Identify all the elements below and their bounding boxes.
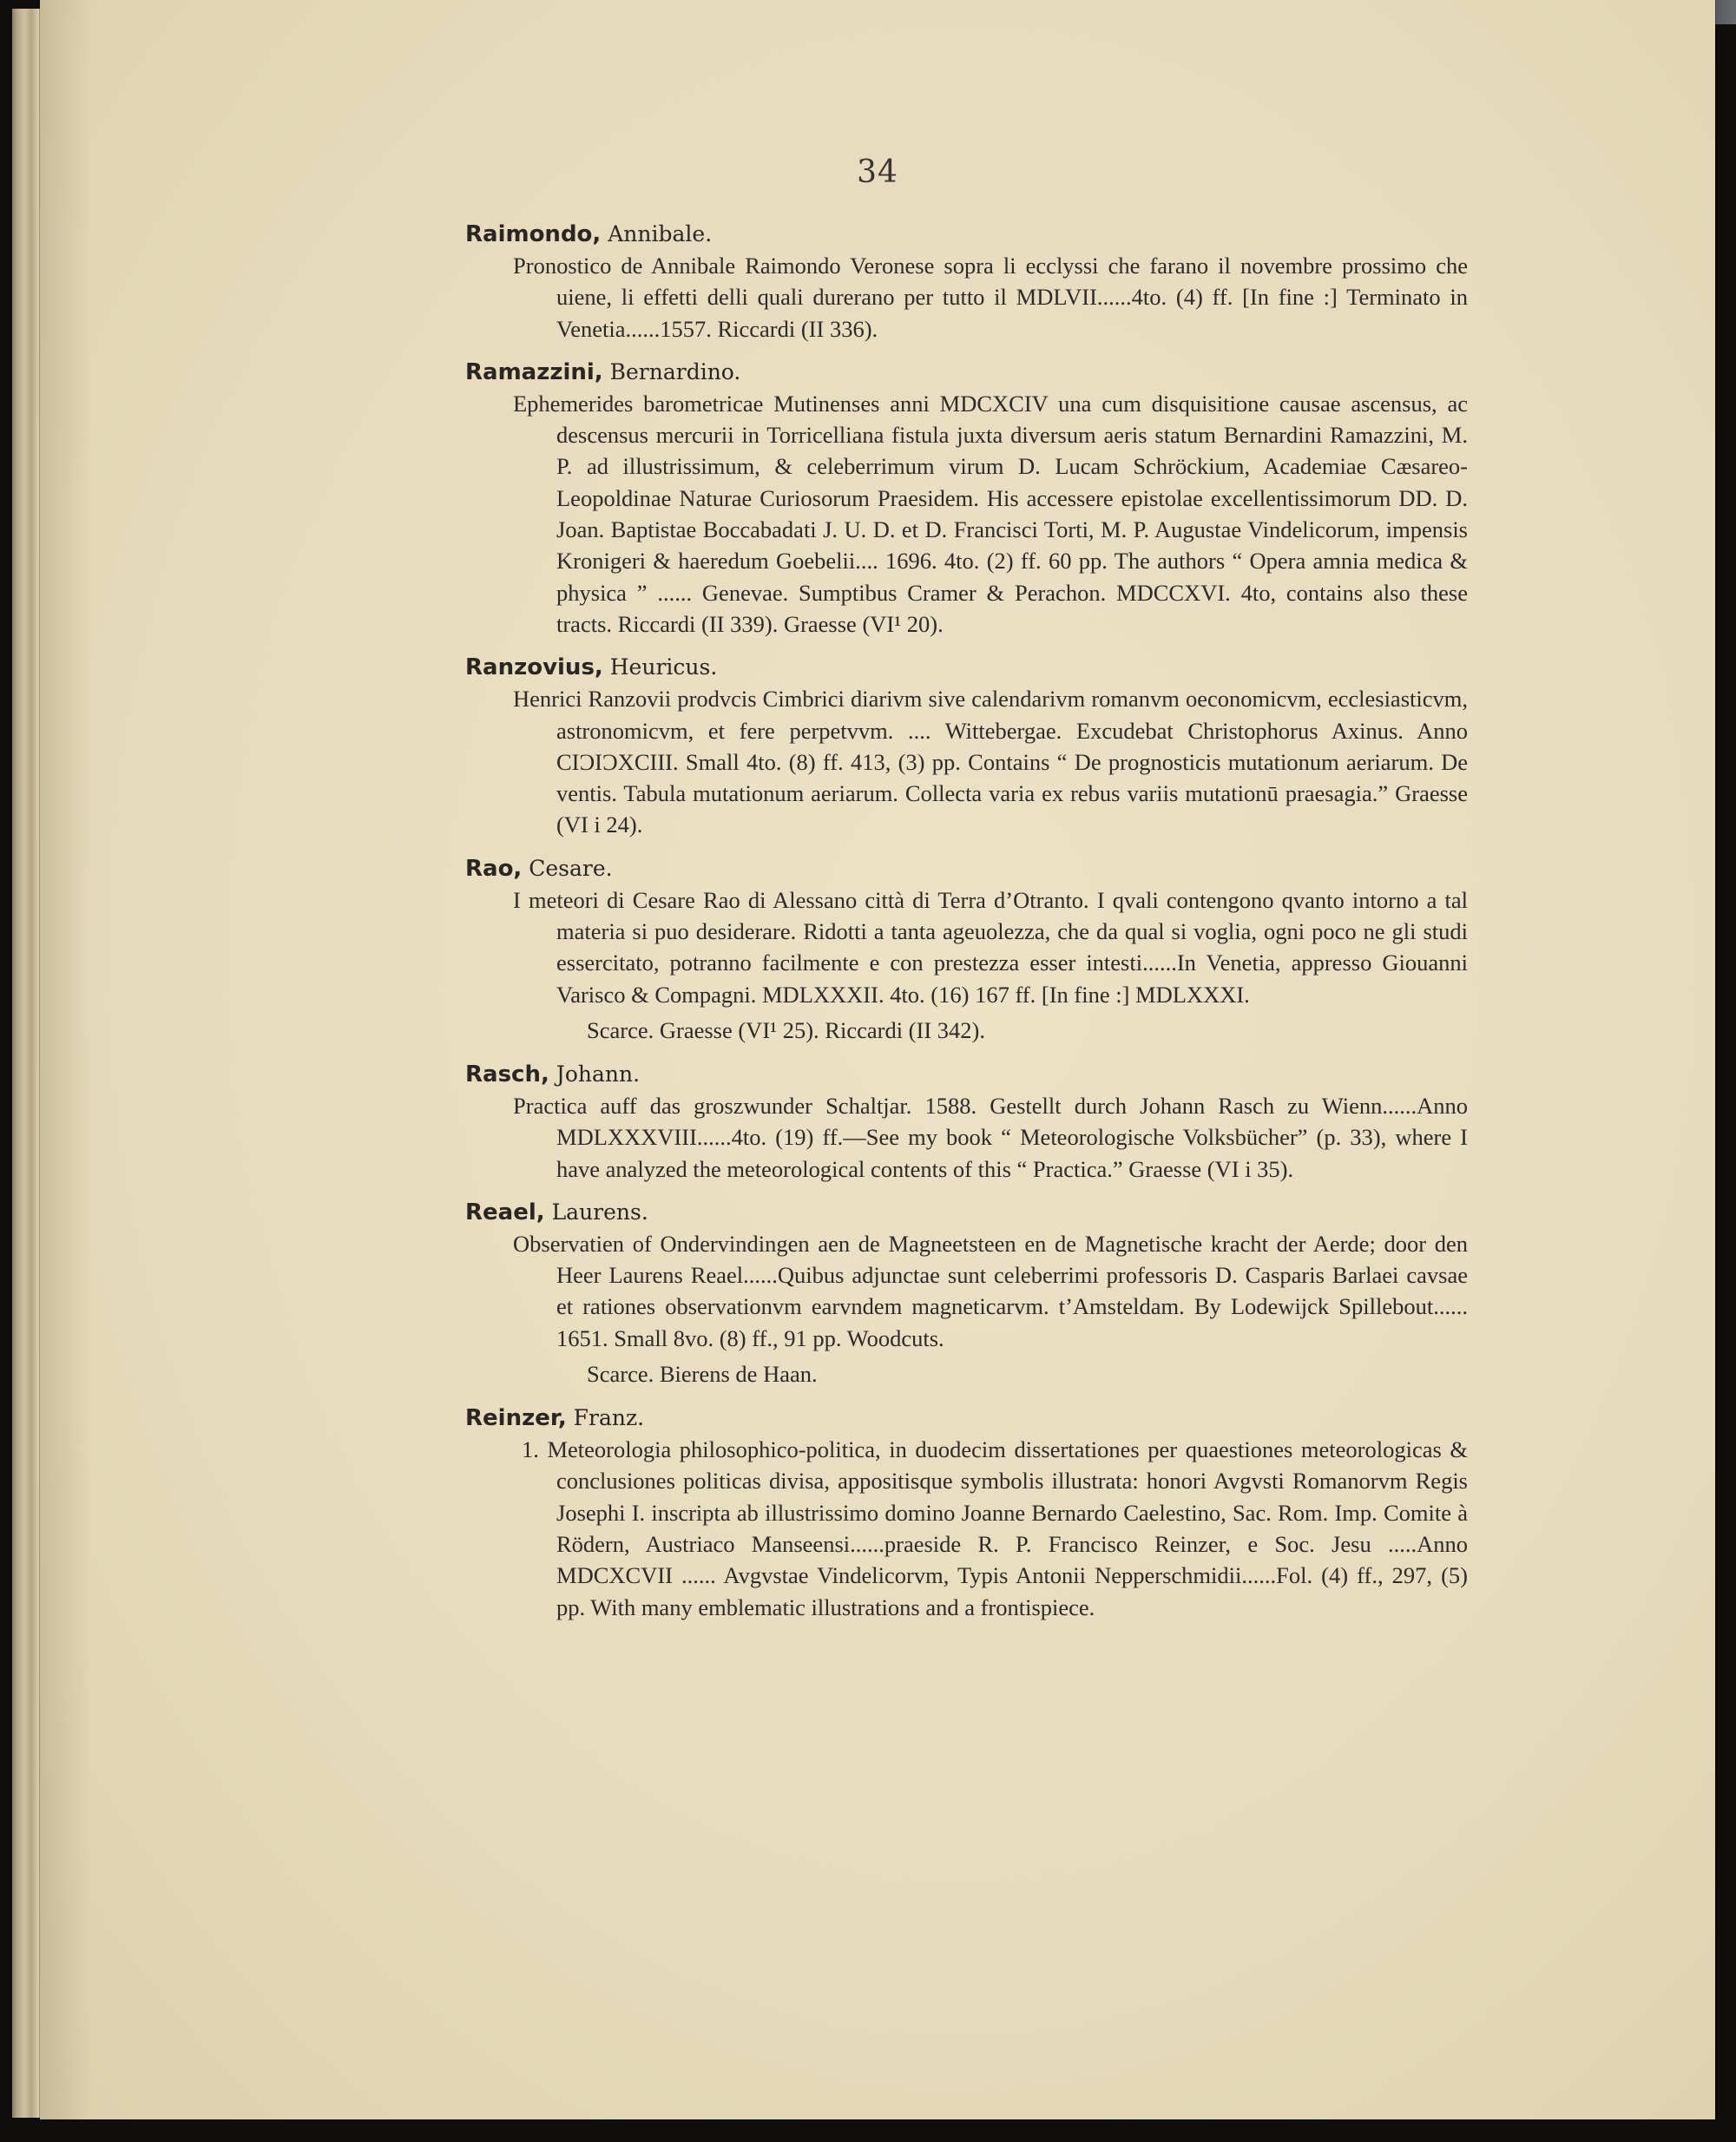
- entry-surname: Rao,: [465, 855, 523, 882]
- entry-note: Scarce. Graesse (VI¹ 25). Riccardi (II 342).: [587, 1016, 985, 1043]
- entry-surname: Ranzovius,: [465, 654, 603, 681]
- entry-heading: [465, 1197, 1468, 1228]
- entry-description: Ephemerides barometricae Mutinenses anni MDCXCIV una cum disquisitione causae ascensus, ac descensus mercurii in Torricelliana fistula juxta diversum aeris statum Bernardini Ramazzini, M. P. ad illustrissimum, & celeberrimum virum D. Lucam Schröckium, Academiae Cæsareo-Leopoldinae Naturae Curiosorum Praesidem. His accessere epistolae excellentissimorum DD. D. Joan. Baptistae Boccabadati J. U. D. et D. Francisci Torti, M. P. Augustae Vindelicorum, impensis Kronigeri & haeredum Goebelii.... 1696. 4to. (2) ff. 60 pp. The authors “ Opera amnia medica & physica ” ...... Genevae. Sumptibus Cramer & Perachon. MDCCXVI. 4to, contains also these tracts. Riccardi (II 339). Graesse (VI¹ 20).: [513, 390, 1468, 637]
- entry-surname: Raimondo,: [465, 221, 602, 247]
- entry-heading: [465, 853, 1468, 884]
- entry-description: Practica auff das groszwunder Schaltjar. 1588. Gestellt durch Johann Rasch zu Wienn......Anno MDLXXXVIII......4to. (19) ff.—See my book “ Meteorologische Volksbücher” (p. 33), where I have analyzed the meteorological contents of this “ Practica.” Graesse (VI i 35).: [513, 1092, 1468, 1182]
- entry-heading: [465, 1059, 1468, 1090]
- entry-given-name: Johann.: [549, 1061, 641, 1087]
- entry-heading: [465, 357, 1468, 388]
- page-content: [40, 0, 1715, 2119]
- book-page: [40, 0, 1715, 2119]
- entry-surname: Rasch,: [465, 1061, 549, 1087]
- entry-reael: [465, 1197, 1468, 1390]
- entry-given-name: Franz.: [566, 1405, 645, 1431]
- entry-heading: [465, 1403, 1468, 1434]
- entry-surname: Reael,: [465, 1199, 545, 1225]
- entry-given-name: Laurens.: [544, 1199, 648, 1225]
- entry-ramazzini: [465, 357, 1468, 640]
- entry-rao: [465, 853, 1468, 1047]
- entry-reinzer: [465, 1403, 1468, 1623]
- page-number: 34: [857, 154, 898, 190]
- entry-description: Pronostico de Annibale Raimondo Veronese sopra li ecclyssi che farano il novembre prossimo che uiene, li effetti delli quali durerano per tutto il MDLVII......4to. (4) ff. [In fine :] Terminato in Venetia......1557. Riccardi (II 336).: [513, 253, 1468, 342]
- entry-ranzovius: [465, 652, 1468, 840]
- entry-given-name: Bernardino.: [602, 358, 741, 384]
- entry-description: 1. Meteorologia philosophico-politica, in duodecim dissertationes per quaestiones meteorologicas & conclusiones politicas divisa, appositisque symbolis illustrata: honori Avgvsti Romanorvm Regis Josephi I. inscripta ab illustrissimo domino Joanne Bernardo Caelestino, Sac. Rom. Imp. Comite à Rödern, Austriaco Manseensi......praeside R. P. Francisco Reinzer, e Soc. Jesu .....Anno MDCXCVII ...... Avgvstae Vindelicorvm, Typis Antonii Nepperschmidii......Fol. (4) ff., 297, (5) pp. With many emblematic illustrations and a frontispiece.: [522, 1436, 1468, 1620]
- entry-rasch: [465, 1059, 1468, 1185]
- entry-heading: [465, 219, 1468, 250]
- entry-note: Scarce. Bierens de Haan.: [587, 1361, 818, 1388]
- entry-given-name: Heuricus.: [602, 654, 718, 680]
- entry-heading: [465, 652, 1468, 683]
- entry-surname: Reinzer,: [465, 1405, 567, 1432]
- entry-raimondo: [465, 219, 1468, 345]
- entry-description: Henrici Ranzovii prodvcis Cimbrici diarivm sive calendarivm romanvm oeconomicvm, ecclesiasticvm, astronomicvm, et fere perpetvvm. .... Wittebergae. Excudebat Christophorus Axinus. Anno CIƆIƆXCIII. Small 4to. (8) ff. 413, (3) pp. Contains “ De prognosticis mutationum aeriarum. De ventis. Tabula mutationum aeriarum. Collecta varia ex rebus variis mutationū praesagia.” Graesse (VI i 24).: [513, 686, 1468, 838]
- entry-description: Observatien of Ondervindingen aen de Magneetsteen en de Magnetische kracht der Aerde; door den Heer Laurens Reael......Quibus adjunctae sunt celeberrimi professoris D. Casparis Barlaei cavsae et rationes observationvm earvndem magneticarvm. t’Amsteldam. By Lodewijck Spillebout...... 1651. Small 8vo. (8) ff., 91 pp. Woodcuts.: [513, 1230, 1468, 1351]
- entry-description: I meteori di Cesare Rao di Alessano città di Terra d’Otranto. I qvali contengono qvanto intorno a tal materia si puo desiderare. Ridotti a tanta ageuolezza, che da qual si voglia, ogni poco ne gli studi essercitato, potranno facilmente e con prestezza esser intesti......In Venetia, appresso Giouanni Varisco & Compagni. MDLXXXII. 4to. (16) 167 ff. [In fine :] MDLXXXI.: [513, 886, 1468, 1008]
- bibliography-entries: [465, 219, 1468, 1635]
- entry-given-name: Annibale.: [601, 221, 713, 246]
- entry-given-name: Cesare.: [522, 855, 613, 881]
- entry-surname: Ramazzini,: [465, 358, 603, 385]
